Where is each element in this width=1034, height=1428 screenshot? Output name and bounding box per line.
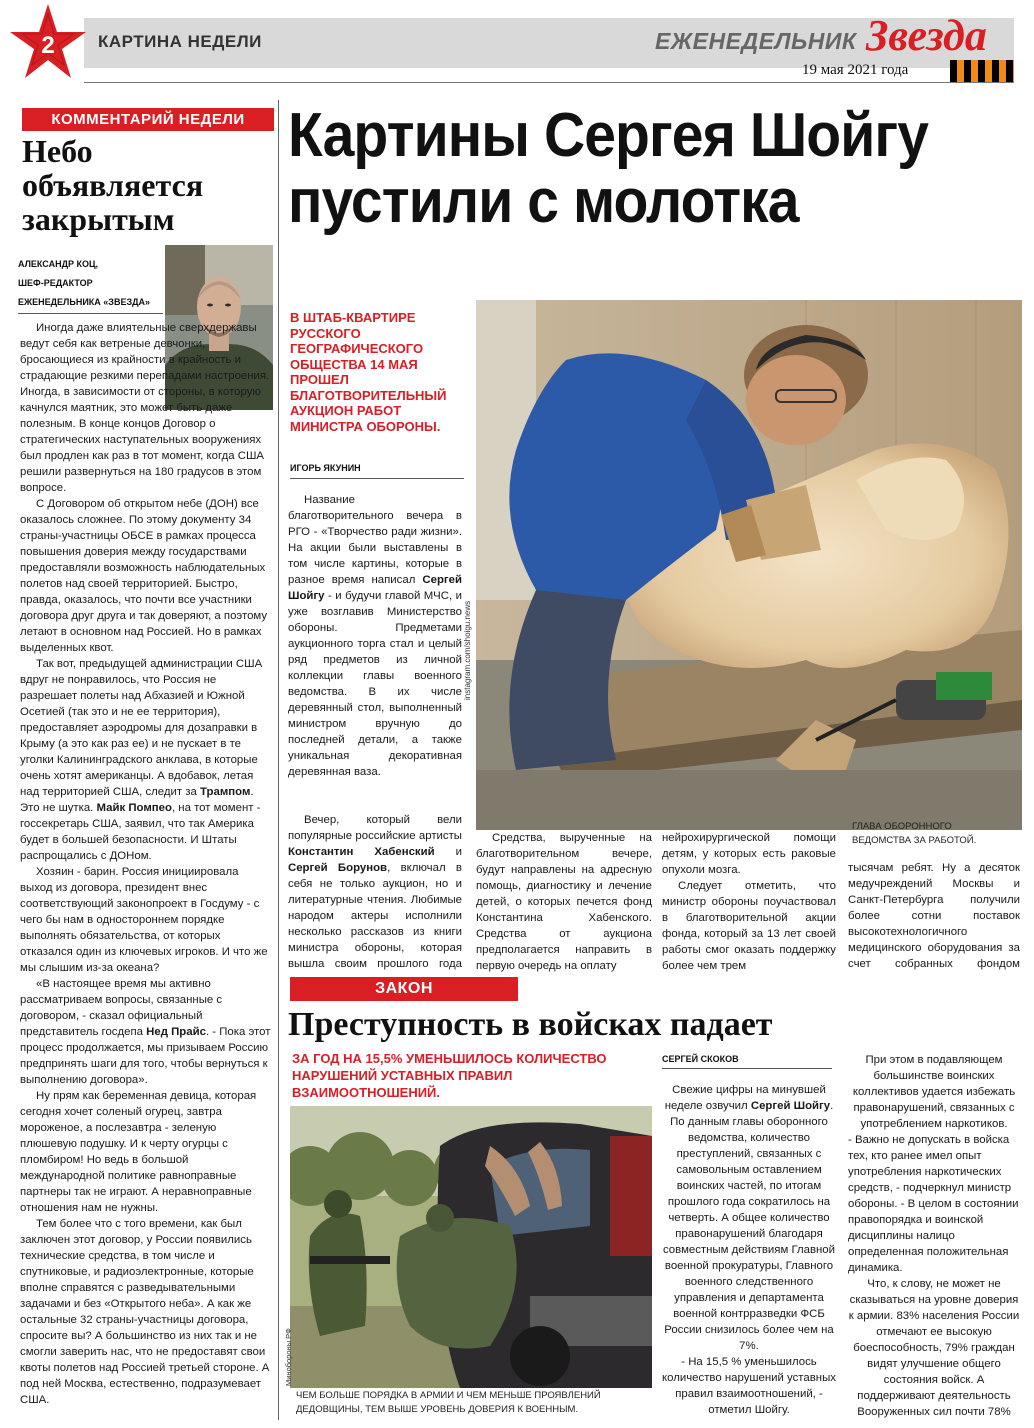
- main-p1-start: Название благотворительного вечера в РГО - «Творчество ради жизни». На акции были выставлены в том числе картины, которые в разное время написал: [288, 494, 462, 586]
- law-headline: Преступность в войсках падает: [288, 1006, 773, 1043]
- comment-paragraph: Тем более что с того времени, как был заключен этот договор, у России появились технические средства, в том числе и спутниковые, и радиоэлектронные, которые вполне справятся с разведывательными задачами и без «Открытого неба». А как же остальные 32 страны-участницы договора, спросите вы? А большинство из них так и не смогли заверить нас, что не предоставят свои квоты полетов над Россией третьей стороне. А под ней Москва, естественно, подразумевает США.: [20, 1218, 270, 1406]
- author-divider: [18, 313, 163, 314]
- main-p2-end: , включал в себя не только аукцион, но и литературные чтения. Любимые народом актеры исполнили несколько рассказов из книги министра обороны, которая вышла своим прошлого года: [288, 862, 462, 970]
- comment-tag: КОММЕНТАРИЙ НЕДЕЛИ: [22, 108, 274, 131]
- main-paragraph: тысячам ребят. Ну а десяток медучреждений Москвы и Санкт-Петербурга получили более сотни поставок высокотехнологичного медицинского оборудования за счет собранных фондом: [848, 862, 1020, 970]
- quote-end: . - Пока этот процесс продолжается, мы призываем Россию предпринять шаги для того, чтобы вернуться к выполнению договора».: [20, 1026, 271, 1086]
- paper-label: ЕЖЕНЕДЕЛЬНИК: [655, 28, 857, 54]
- comment-paragraph: Ну прям как беременная девица, которая сегодня хочет соленый огурец, завтра мороженое, а послезавтра - зеленую плюшевую подушку. И к черту огурцы с пломбиром! Но ведь в большой международной политике равноправные партнеры так не играют. А неравноправные отношения нам не нужны.: [20, 1090, 257, 1214]
- law-byline-divider: [662, 1068, 832, 1069]
- author-publication: ЕЖЕНЕДЕЛЬНИКА «ЗВЕЗДА»: [18, 297, 151, 307]
- comment-body: [20, 320, 272, 1420]
- comment-paragraph: Иногда даже влиятельные сверхдержавы ведут себя как ветреные девчонки, бросающиеся из крайности в крайность и страдающие резкими перепадами настроения. Иногда, в зависимости от стороны, в которую качнулся маятник, это может быть даже полезным. В конце концов Договор о стратегических наступательных вооружениях был продлен как раз в тот момент, когда США решили развернуться на 180 градусов в этом вопросе.: [20, 322, 270, 494]
- comment-quote: [20, 976, 272, 1088]
- comment-author: [18, 255, 163, 312]
- comment-title: Небо объявляется закрытым: [22, 133, 204, 237]
- main-body-col1b: [288, 812, 462, 972]
- law-photo-caption: ЧЕМ БОЛЬШЕ ПОРЯДКА В АРМИИ И ЧЕМ МЕНЬШЕ ПРОЯВЛЕНИЙ ДЕДОВЩИНЫ, ТЕМ ВЫШЕ УРОВЕНЬ ДОВЕРИЯ К ВОЕННЫМ.: [296, 1390, 601, 1415]
- main-photo-credit: instagram.com/shoigu.news: [463, 600, 472, 700]
- name-borunov: Сергей Борунов: [288, 862, 388, 874]
- main-photo-caption: ГЛАВА ОБОРОННОГО ВЕДОМСТВА ЗА РАБОТОЙ.: [852, 821, 977, 846]
- law-body-col2: [848, 1052, 1020, 1422]
- main-paragraph: нейрохирургической помощи детям, у которых есть раковые опухоли мозга.: [662, 832, 836, 876]
- main-lede: В ШТАБ-КВАРТИРЕ РУССКОГО ГЕОГРАФИЧЕСКОГО ОБЩЕСТВА 14 МАЯ ПРОШЕЛ БЛАГОТВОРИТЕЛЬНЫЙ АУКЦИОН РАБОТ МИНИСТРА ОБОРОНЫ.: [290, 310, 447, 434]
- law-byline: СЕРГЕЙ СКОКОВ: [662, 1054, 739, 1064]
- law-paragraph: [662, 1082, 836, 1354]
- main-paragraph: Следует отметить, что министр обороны поучаствовал в благотворительной акции фонда, который за 13 лет своей работы смог оказать поддержку более чем трем: [662, 880, 836, 972]
- comment-paragraph: [20, 656, 272, 864]
- main-photo: [476, 300, 1022, 830]
- law-paragraph: Что, к слову, не может не сказываться на уровне доверия к армии. 83% населения России отмечают ее высокую боеспособность, 79% граждан видят улучшение общего состояния войск. А поддерживают деятельность Вооруженных сил почти 78%: [848, 1278, 1020, 1418]
- author-name: АЛЕКСАНДР КОЦ,: [18, 259, 99, 269]
- column-divider: [278, 100, 279, 1420]
- main-body-col2: [476, 830, 652, 972]
- law-lede: ЗА ГОД НА 15,5% УМЕНЬШИЛОСЬ КОЛИЧЕСТВО НАРУШЕНИЙ УСТАВНЫХ ПРАВИЛ ВЗАИМООТНОШЕНИЙ.: [292, 1051, 607, 1100]
- comment-paragraph-tail: , на тот момент - госсекретарь США, заявил, что так Америка будет в большей безопасности. И Штаты распрощались с ДОНом.: [20, 802, 261, 862]
- issue-date: 19 мая 2021 года: [802, 62, 909, 78]
- law-tag: ЗАКОН: [290, 977, 518, 1001]
- name-price: Нед Прайс: [146, 1026, 206, 1038]
- comment-paragraph-mid: . Это не шутка.: [20, 786, 254, 814]
- law-body-col1: [662, 1082, 836, 1422]
- main-paragraph: Средства, вырученные на благотворительном вечере, будут направлены на адресную помощь, диагностику и лечение детей, о которых печется фонд Константина Хабенского. Средства от аукциона предполагается направить в первую очередь на оплату: [476, 832, 652, 972]
- main-byline: ИГОРЬ ЯКУНИН: [290, 463, 361, 473]
- main-p1-end: - и будучи главой МЧС, и уже возглавив Министерство обороны. Предметами аукционного торга стал и целый ряд предметов из личной коллекции главы военного ведомства. В их числе деревянный стол, выполненный министром вручную до последней детали, а также уникальная декоративная деревянная ваза.: [288, 590, 462, 778]
- main-paragraph: [288, 492, 462, 780]
- law-p1-end: . По данным главы оборонного ведомства, количество преступлений, связанных с самовольным оставлением воинских частей, по итогам прошлого года сократилось на четверть. А общее количество правонарушений благодаря совместным действиям Главной военной прокуратуры, Главного военного следственного управления и департамента военной контрразведки ФСБ России снизилось более чем на 7%.: [662, 1100, 836, 1352]
- comment-paragraph-start: Так вот, предыдущей администрации США вдруг не понравилось, что Россия не разрешает полеты над Абхазией и Южной Осетией (так это и не ее территория), предоставляет аэродромы для дозаправки в Крыму (а это как раз ее) и не пускает в те уголки Калининградского анклава, в которые очень хотят американцы. А вдобавок, летая над территорией США, следит за: [20, 658, 263, 798]
- main-p2-and: и: [434, 846, 462, 858]
- brand-logo: Звезда: [866, 11, 987, 60]
- name-khabensky: Константин Хабенский: [288, 846, 435, 858]
- main-body-col1: [288, 492, 462, 822]
- main-body-col3: [662, 830, 836, 972]
- comment-paragraph: С Договором об открытом небе (ДОН) все оказалось сложнее. По этому документу 34 страны-участницы ОБСЕ в рамках процесса повышения доверия между государствами предоставляли возможность наблюдательных полетов над своей территорией. Быстро, правда, оказалось, что почти все участники договора друг друга и так доверяют, а поэтому летают в основном над Россией. Но в рамках выделенных квот.: [20, 498, 268, 654]
- page-number: 2: [41, 32, 55, 59]
- law-photo-credit: Минобороны РФ: [284, 1328, 293, 1386]
- comment-paragraph: Хозяин - барин. Россия инициировала выход из договора, президент внес соответствующий законопроект в Госдуму - с чего бы нам в одностороннем порядке выполнять обязательства, от которых отказался один из ключевых игроков. И что же мы слышим из-за океана?: [20, 866, 268, 974]
- law-photo: [290, 1106, 652, 1388]
- law-p1-start: Свежие цифры на минувшей неделе озвучил: [664, 1084, 826, 1112]
- section-title: КАРТИНА НЕДЕЛИ: [98, 32, 262, 51]
- name-trump: Трампом: [200, 786, 251, 798]
- st-george-ribbon: [950, 60, 1014, 82]
- main-body-col4: [848, 860, 1020, 975]
- main-paragraph: [288, 812, 462, 972]
- main-p2-start: Вечер, который вели популярные российские артисты: [288, 814, 462, 842]
- quote-start: «В настоящее время мы активно рассматриваем вопросы, связанные с договором, - сказал официальный представитель госдепа: [20, 978, 223, 1038]
- main-headline: Картины Сергея Шойгу пустили с молотка: [288, 101, 929, 236]
- name-shoigu: Сергей Шойгу: [288, 574, 462, 602]
- header-divider: [84, 82, 1014, 83]
- name-shoigu-2: Сергей Шойгу: [750, 1100, 831, 1112]
- name-pompeo: Майк Помпео: [96, 802, 172, 814]
- law-paragraph: - На 15,5 % уменьшилось количество нарушений уставных правил взаимоотношений, - отметил Шойгу.: [662, 1356, 836, 1416]
- law-paragraph: - Важно не допускать в войска тех, кто ранее имел опыт употребления наркотических средств, - подчеркнул министр обороны. - В целом в состоянии правопорядка и воинской дисциплины налицо определенная положительная динамика.: [848, 1134, 1019, 1274]
- author-role: ШЕФ-РЕДАКТОР: [18, 278, 93, 288]
- byline-divider: [290, 478, 464, 479]
- law-paragraph: При этом в подавляющем большинстве воинских коллективов удается избежать правонарушений, связанных с употреблением наркотиков.: [852, 1054, 1016, 1130]
